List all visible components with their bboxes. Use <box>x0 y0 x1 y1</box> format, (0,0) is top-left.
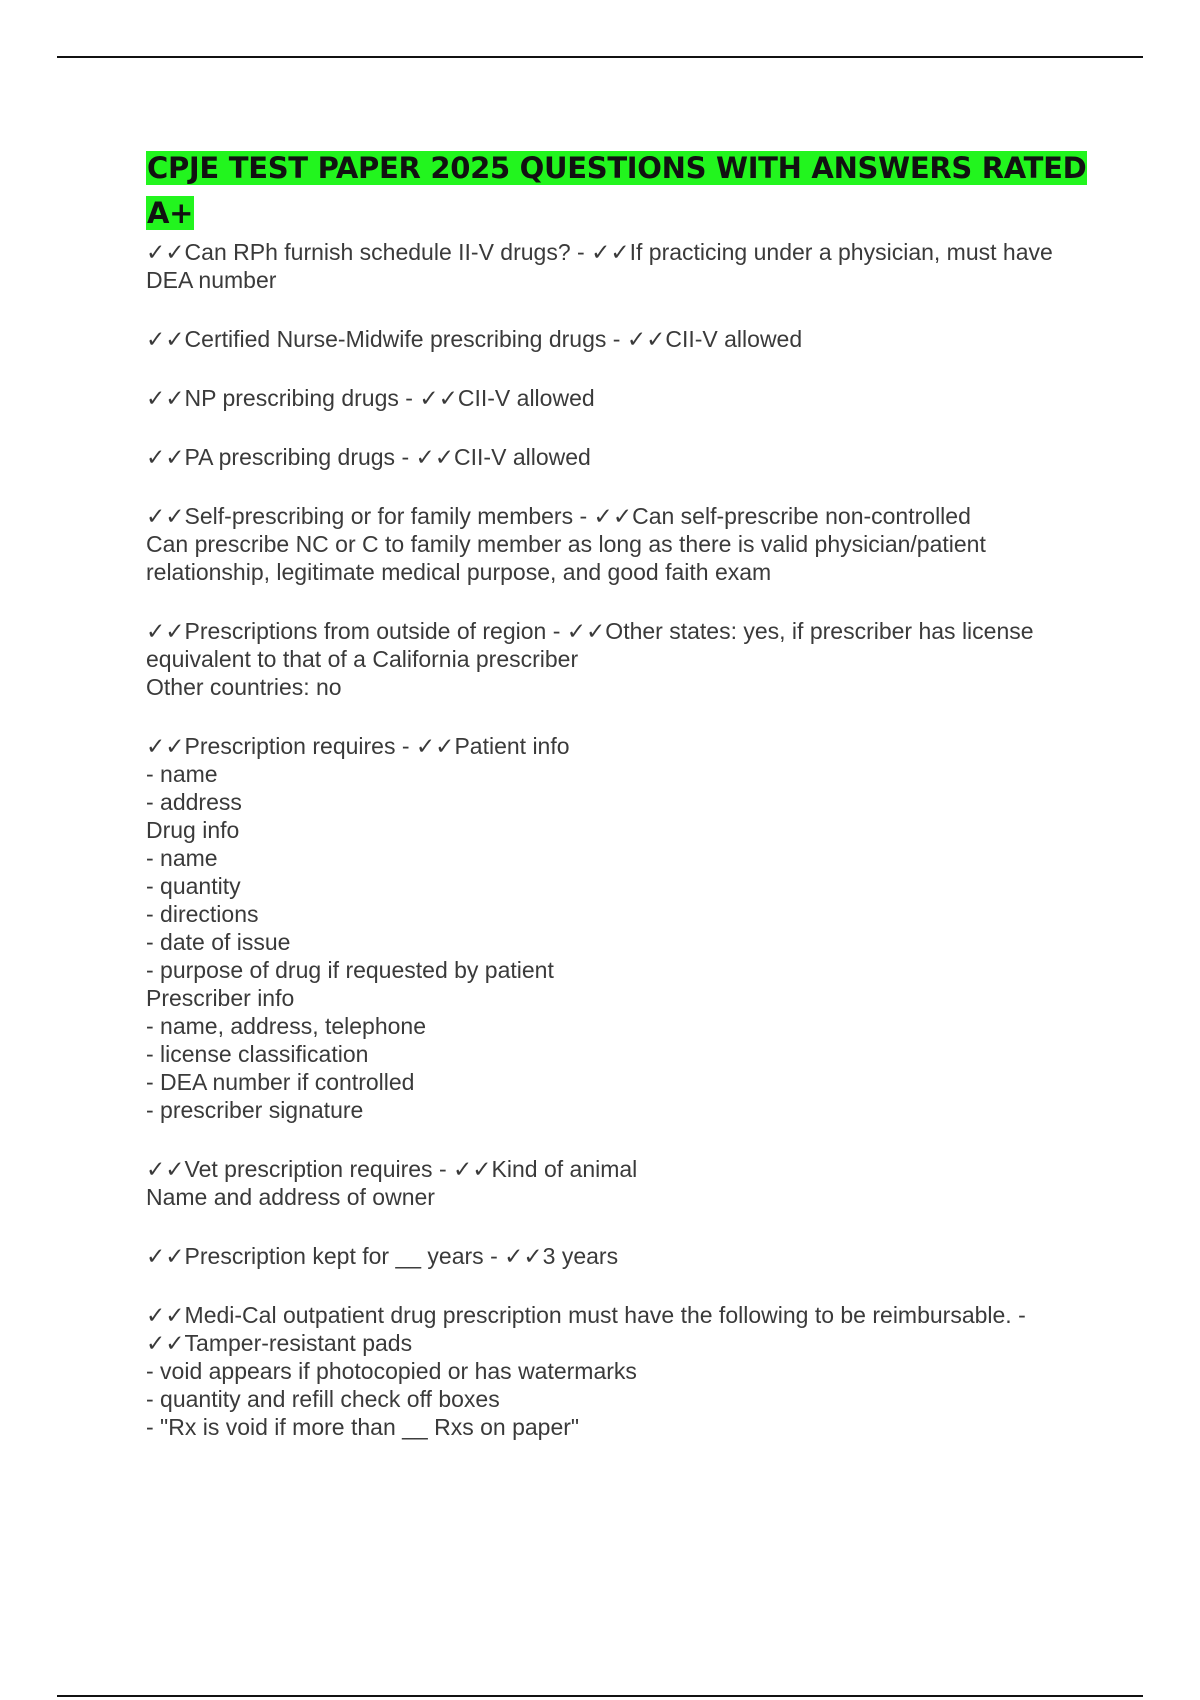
answer-text: ✓✓Kind of animal Name and address of owner <box>146 1156 638 1210</box>
answer-text: ✓✓If practicing under a physician, must have DEA number <box>146 239 1053 293</box>
answer-text: ✓✓CII-V allowed <box>415 444 591 470</box>
qa-item-8 <box>146 1155 1096 1211</box>
question-text: ✓✓Prescription requires - <box>146 733 416 759</box>
qa-item-7 <box>146 732 1096 1124</box>
question-text: ✓✓Vet prescription requires - <box>146 1156 453 1182</box>
answer-text: ✓✓CII-V allowed <box>419 385 595 411</box>
question-text: ✓✓NP prescribing drugs - <box>146 385 420 411</box>
answer-text: ✓✓3 years <box>504 1243 619 1269</box>
answer-text: ✓✓Can self-prescribe non-controlled Can prescribe NC or C to family member as long as there is valid physician/patient relationship, legitimate medical purpose, and good faith exam <box>146 503 986 585</box>
answer-text: ✓✓CII-V allowed <box>626 326 803 352</box>
question-text: ✓✓PA prescribing drugs - <box>146 444 416 470</box>
qa-item-6 <box>146 617 1096 701</box>
answer-text: ✓✓Other states: yes, if prescriber has license equivalent to that of a California prescriber Other countries: no <box>146 618 1034 700</box>
qa-item-3 <box>146 384 1096 412</box>
qa-item-10 <box>146 1301 1096 1441</box>
question-text: ✓✓Prescription kept for __ years - <box>146 1243 505 1269</box>
question-text: ✓✓Certified Nurse-Midwife prescribing drugs - <box>146 326 627 352</box>
question-text: ✓✓Prescriptions from outside of region - <box>146 618 567 644</box>
bottom-rule <box>57 1695 1143 1697</box>
qa-item-1 <box>146 238 1096 294</box>
question-text: ✓✓Can RPh furnish schedule II-V drugs? - <box>146 239 592 265</box>
answer-text: ✓✓Patient info - name - address Drug info - name - quantity - directions - date of issue - purpose of drug if requested by patient Prescriber info - name, address, telephone - license classification - DEA number if controlled - prescriber signature <box>146 733 570 1123</box>
top-rule <box>57 56 1143 58</box>
qa-item-2 <box>146 325 1096 353</box>
document-body <box>146 146 1096 1472</box>
qa-item-4 <box>146 443 1096 471</box>
qa-item-9 <box>146 1242 1096 1270</box>
qa-item-5 <box>146 502 1096 586</box>
answer-text: ✓✓Tamper-resistant pads - void appears if photocopied or has watermarks - quantity and refill check off boxes - "Rx is void if more than __ Rxs on paper" <box>146 1330 637 1440</box>
title-highlight: CPJE TEST PAPER 2025 QUESTIONS WITH ANSWERS RATED A+ <box>147 151 1087 230</box>
question-text: ✓✓Medi-Cal outpatient drug prescription must have the following to be reimbursable. - <box>146 1302 1026 1328</box>
question-text: ✓✓Self-prescribing or for family members - <box>146 503 594 529</box>
document-title <box>146 146 1096 236</box>
